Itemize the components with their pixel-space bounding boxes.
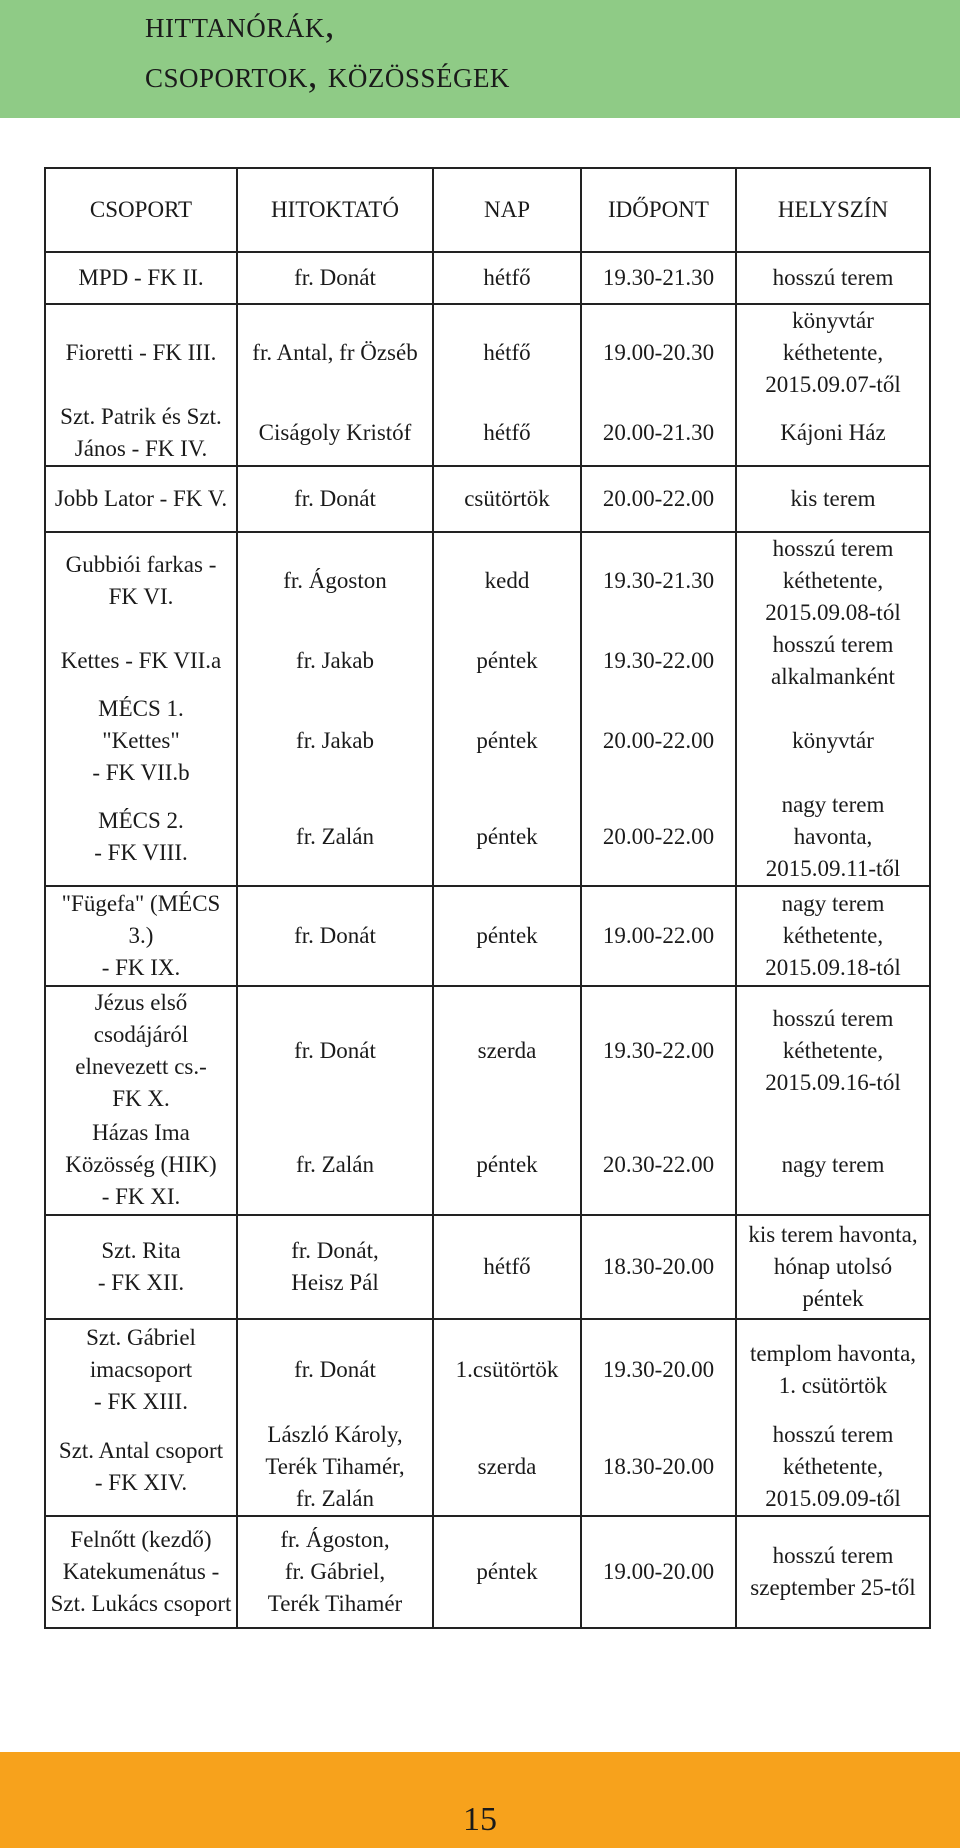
cell-idopont: 20.30-22.00 <box>581 1115 736 1215</box>
title-line-2: csoportok, közösségek <box>145 54 510 96</box>
page-title <box>145 0 510 100</box>
cell-idopont: 20.00-22.00 <box>581 693 736 789</box>
cell-idopont: 20.00-21.30 <box>581 401 736 466</box>
cell-nap: hétfő <box>433 401 581 466</box>
column-header-csoport: CSOPORT <box>45 168 237 252</box>
cell-nap: hétfő <box>433 1215 581 1319</box>
column-header-nap: NAP <box>433 168 581 252</box>
cell-idopont: 19.30-20.00 <box>581 1319 736 1419</box>
cell-helyszin: hosszú terem szeptember 25-től <box>736 1516 930 1628</box>
cell-nap: hétfő <box>433 304 581 401</box>
table-row <box>45 789 930 886</box>
cell-helyszin: kis terem <box>736 466 930 532</box>
table-row <box>45 532 930 629</box>
cell-helyszin: templom havonta, 1. csütörtök <box>736 1319 930 1419</box>
cell-hitoktato: fr. Jakab <box>237 693 433 789</box>
table-row <box>45 986 930 1115</box>
cell-idopont: 18.30-20.00 <box>581 1215 736 1319</box>
title-line-1: hittanórák, <box>145 4 335 46</box>
table-header-row <box>45 168 930 252</box>
cell-helyszin: könyvtár kéthetente, 2015.09.07-től <box>736 304 930 401</box>
cell-csoport: Szt. Rita - FK XII. <box>45 1215 237 1319</box>
cell-idopont: 19.00-22.00 <box>581 886 736 986</box>
cell-csoport: Jézus első csodájáról elnevezett cs.- FK X. <box>45 986 237 1115</box>
table-row <box>45 1115 930 1215</box>
cell-helyszin: nagy terem <box>736 1115 930 1215</box>
cell-nap: kedd <box>433 532 581 629</box>
cell-hitoktato: fr. Antal, fr Özséb <box>237 304 433 401</box>
cell-nap: hétfő <box>433 252 581 304</box>
cell-hitoktato: fr. Donát <box>237 1319 433 1419</box>
cell-idopont: 20.00-22.00 <box>581 789 736 886</box>
cell-hitoktato: fr. Ágoston <box>237 532 433 629</box>
cell-nap: péntek <box>433 886 581 986</box>
cell-csoport: Szt. Antal csoport - FK XIV. <box>45 1419 237 1516</box>
column-header-helyszin: HELYSZÍN <box>736 168 930 252</box>
cell-csoport: Kettes - FK VII.a <box>45 629 237 693</box>
table-row <box>45 466 930 532</box>
cell-helyszin: hosszú terem alkalmanként <box>736 629 930 693</box>
cell-idopont: 19.30-22.00 <box>581 986 736 1115</box>
cell-helyszin: hosszú terem kéthetente, 2015.09.09-től <box>736 1419 930 1516</box>
cell-hitoktato: fr. Donát <box>237 466 433 532</box>
cell-hitoktato: fr. Ágoston, fr. Gábriel, Terék Tihamér <box>237 1516 433 1628</box>
cell-csoport: Szt. Patrik és Szt. János - FK IV. <box>45 401 237 466</box>
cell-csoport: MPD - FK II. <box>45 252 237 304</box>
cell-csoport: "Fügefa" (MÉCS 3.) - FK IX. <box>45 886 237 986</box>
table-row <box>45 304 930 401</box>
table-row <box>45 401 930 466</box>
cell-idopont: 19.30-21.30 <box>581 532 736 629</box>
table-row <box>45 1419 930 1516</box>
cell-nap: péntek <box>433 1516 581 1628</box>
cell-csoport: Jobb Lator - FK V. <box>45 466 237 532</box>
header-band <box>0 0 960 118</box>
cell-hitoktato: László Károly, Terék Tihamér, fr. Zalán <box>237 1419 433 1516</box>
cell-nap: péntek <box>433 629 581 693</box>
cell-csoport: Felnőtt (kezdő) Katekumenátus - Szt. Lukács csoport <box>45 1516 237 1628</box>
table-row <box>45 1516 930 1628</box>
cell-helyszin: nagy terem kéthetente, 2015.09.18-tól <box>736 886 930 986</box>
cell-csoport: Házas Ima Közösség (HIK) - FK XI. <box>45 1115 237 1215</box>
cell-helyszin: hosszú terem kéthetente, 2015.09.08-tól <box>736 532 930 629</box>
column-header-hitoktato: HITOKTATÓ <box>237 168 433 252</box>
table-row <box>45 252 930 304</box>
cell-idopont: 19.30-21.30 <box>581 252 736 304</box>
column-header-idopont: IDŐPONT <box>581 168 736 252</box>
table-row <box>45 1215 930 1319</box>
cell-hitoktato: fr. Donát, Heisz Pál <box>237 1215 433 1319</box>
cell-nap: 1.csütörtök <box>433 1319 581 1419</box>
cell-hitoktato: fr. Zalán <box>237 789 433 886</box>
cell-helyszin: nagy terem havonta, 2015.09.11-től <box>736 789 930 886</box>
cell-helyszin: hosszú terem <box>736 252 930 304</box>
cell-hitoktato: fr. Donát <box>237 252 433 304</box>
cell-hitoktato: fr. Jakab <box>237 629 433 693</box>
cell-csoport: Gubbiói farkas - FK VI. <box>45 532 237 629</box>
page-number: 15 <box>463 1801 497 1838</box>
cell-csoport: MÉCS 2. - FK VIII. <box>45 789 237 886</box>
cell-nap: péntek <box>433 789 581 886</box>
schedule-table <box>44 167 931 1629</box>
cell-hitoktato: fr. Zalán <box>237 1115 433 1215</box>
cell-nap: szerda <box>433 1419 581 1516</box>
cell-idopont: 19.00-20.30 <box>581 304 736 401</box>
cell-idopont: 18.30-20.00 <box>581 1419 736 1516</box>
table-row <box>45 886 930 986</box>
cell-hitoktato: fr. Donát <box>237 886 433 986</box>
cell-idopont: 19.00-20.00 <box>581 1516 736 1628</box>
cell-nap: csütörtök <box>433 466 581 532</box>
cell-helyszin: Kájoni Ház <box>736 401 930 466</box>
cell-csoport: MÉCS 1. "Kettes" - FK VII.b <box>45 693 237 789</box>
cell-csoport: Szt. Gábriel imacsoport - FK XIII. <box>45 1319 237 1419</box>
cell-idopont: 19.30-22.00 <box>581 629 736 693</box>
cell-helyszin: könyvtár <box>736 693 930 789</box>
cell-helyszin: kis terem havonta, hónap utolsó péntek <box>736 1215 930 1319</box>
table-row <box>45 693 930 789</box>
cell-csoport: Fioretti - FK III. <box>45 304 237 401</box>
cell-nap: szerda <box>433 986 581 1115</box>
table-row <box>45 629 930 693</box>
cell-hitoktato: fr. Donát <box>237 986 433 1115</box>
cell-nap: péntek <box>433 693 581 789</box>
cell-nap: péntek <box>433 1115 581 1215</box>
cell-idopont: 20.00-22.00 <box>581 466 736 532</box>
cell-hitoktato: Ciságoly Kristóf <box>237 401 433 466</box>
cell-helyszin: hosszú terem kéthetente, 2015.09.16-tól <box>736 986 930 1115</box>
table-row <box>45 1319 930 1419</box>
